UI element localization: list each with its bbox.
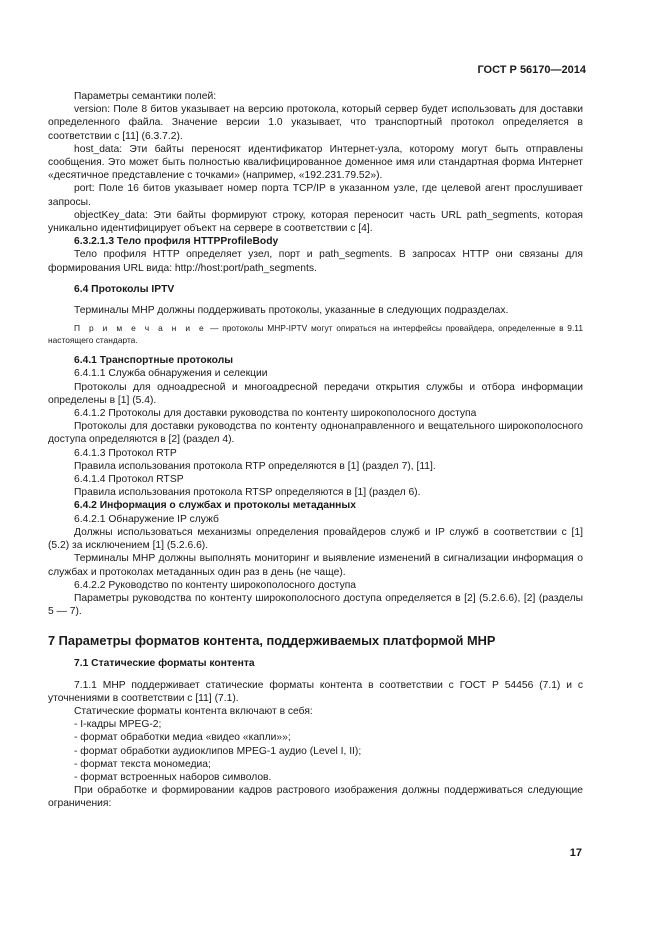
- note-label: П р и м е ч а н и е: [74, 323, 207, 334]
- paragraph: Параметры семантики полей:: [74, 91, 217, 102]
- paragraph: Тело профиля HTTP определяет узел, порт и path_segments. В запросах HTTP они связаны для формирования URL вида: http://host:port/path_segments.: [48, 249, 583, 274]
- section-heading: 7.1 Статические форматы контента: [74, 658, 255, 670]
- subsection-heading: 6.4.2.1 Обнаружение IP служб: [74, 513, 219, 525]
- subsection-heading: 6.4.1.4 Протокол RTSP: [74, 474, 184, 486]
- paragraph: Правила использования протокола RTSP определяются в [1] (раздел 6).: [74, 487, 421, 499]
- paragraph: Статические форматы контента включают в себя:: [74, 705, 313, 717]
- note-text: — протоколы MHP-IPTV могут опираться на интерфейсы провайдера, определенные в 9.11 настоящего стандарта.: [48, 323, 583, 345]
- subsection-heading: 6.3.2.1.3 Тело профиля HTTPProfileBody: [74, 236, 279, 248]
- list-item: - формат встроенных наборов символов.: [74, 771, 272, 783]
- paragraph: При обработке и формировании кадров растрового изображения должны поддерживаться следующие ограничения:: [48, 785, 583, 810]
- subsection-heading: 6.4.1 Транспортные протоколы: [74, 355, 234, 367]
- subsection-heading: 6.4.2 Информация о службах и протоколы метаданных: [74, 500, 356, 512]
- paragraph: Параметры руководства по контенту широкополосного доступа определяется в [2] (5.2.6.6), [2] (разделы 5 — 7).: [48, 592, 583, 618]
- paragraph: Терминалы MHP должны выполнять мониторинг и выявление изменений в сигнализации информация о службах и протоколах метаданных один раз в день (не чаще).: [48, 553, 583, 578]
- subsection-heading: 6.4.1.3 Протокол RTP: [74, 447, 177, 459]
- chapter-heading: 7 Параметры форматов контента, поддерживаемых платформой MHP: [48, 633, 496, 649]
- list-item: - формат обработки медиа «видео «капли»»;: [74, 732, 291, 744]
- note: [48, 323, 583, 346]
- paragraph: Должны использоваться механизмы определения провайдеров служб и IP служб в соответствии с [1] (5.2) за исключением [1] (5.2.6.6).: [48, 526, 583, 552]
- paragraph: host_data: Эти байты переносят идентификатор Интернет-узла, которому могут быть отправлены сообщения. Это может быть полностью квалифицированное доменное имя или стандартная форма Интернет «десятичное представление с точками» (например, «192.231.79.52»).: [48, 143, 583, 182]
- section-heading: 6.4 Протоколы IPTV: [74, 283, 175, 295]
- page-body: [48, 90, 583, 811]
- subsection-heading: 6.4.1.2 Протоколы для доставки руководства по контенту широкополосного доступа: [74, 408, 477, 420]
- paragraph: Терминалы MHP должны поддерживать протоколы, указанные в следующих подразделах.: [74, 305, 509, 317]
- list-item: - формат обработки аудиоклипов MPEG-1 аудио (Level I, II);: [74, 745, 362, 757]
- paragraph: version: Поле 8 битов указывает на версию протокола, который сервер будет использовать для доставки определенного файла. Значение версии 1.0 указывает, что транспортный протокол определяется в соответствии с [11] (6.3.7.2).: [48, 104, 583, 142]
- paragraph: Протоколы для доставки руководства по контенту однонаправленного и вещательного широкополосного доступа определяются в [2] (раздел 4).: [48, 421, 583, 446]
- page-number: 17: [569, 847, 582, 859]
- subsection-heading: 6.4.1.1 Служба обнаружения и селекции: [74, 368, 268, 380]
- paragraph: Правила использования протокола RTP определяются в [1] (раздел 7), [11].: [74, 460, 436, 472]
- paragraph: objectKey_data: Эти байты формируют строку, которая переносит часть URL path_segments, которая уникально идентифицирует объект на сервере в соответствии с [4].: [48, 209, 583, 235]
- paragraph: 7.1.1 MHP поддерживает статические форматы контента в соответствии с ГОСТ Р 54456 (7.1) и с уточнениями в соответствии с [11] (7.1).: [48, 679, 583, 704]
- subsection-heading: 6.4.2.2 Руководство по контенту широкополосного доступа: [74, 579, 357, 591]
- list-item: - формат текста мономедиа;: [74, 758, 211, 770]
- document-header: ГОСТ Р 56170—2014: [477, 64, 586, 76]
- paragraph: Протоколы для одноадресной и многоадресной передачи открытия службы и отбора информации определены в [1] (5.4).: [48, 381, 583, 406]
- paragraph: port: Поле 16 битов указывает номер порта TCP/IP в указанном узле, где целевой агент прослушивает запросы.: [48, 183, 583, 208]
- list-item: - I-кадры MPEG-2;: [74, 719, 162, 731]
